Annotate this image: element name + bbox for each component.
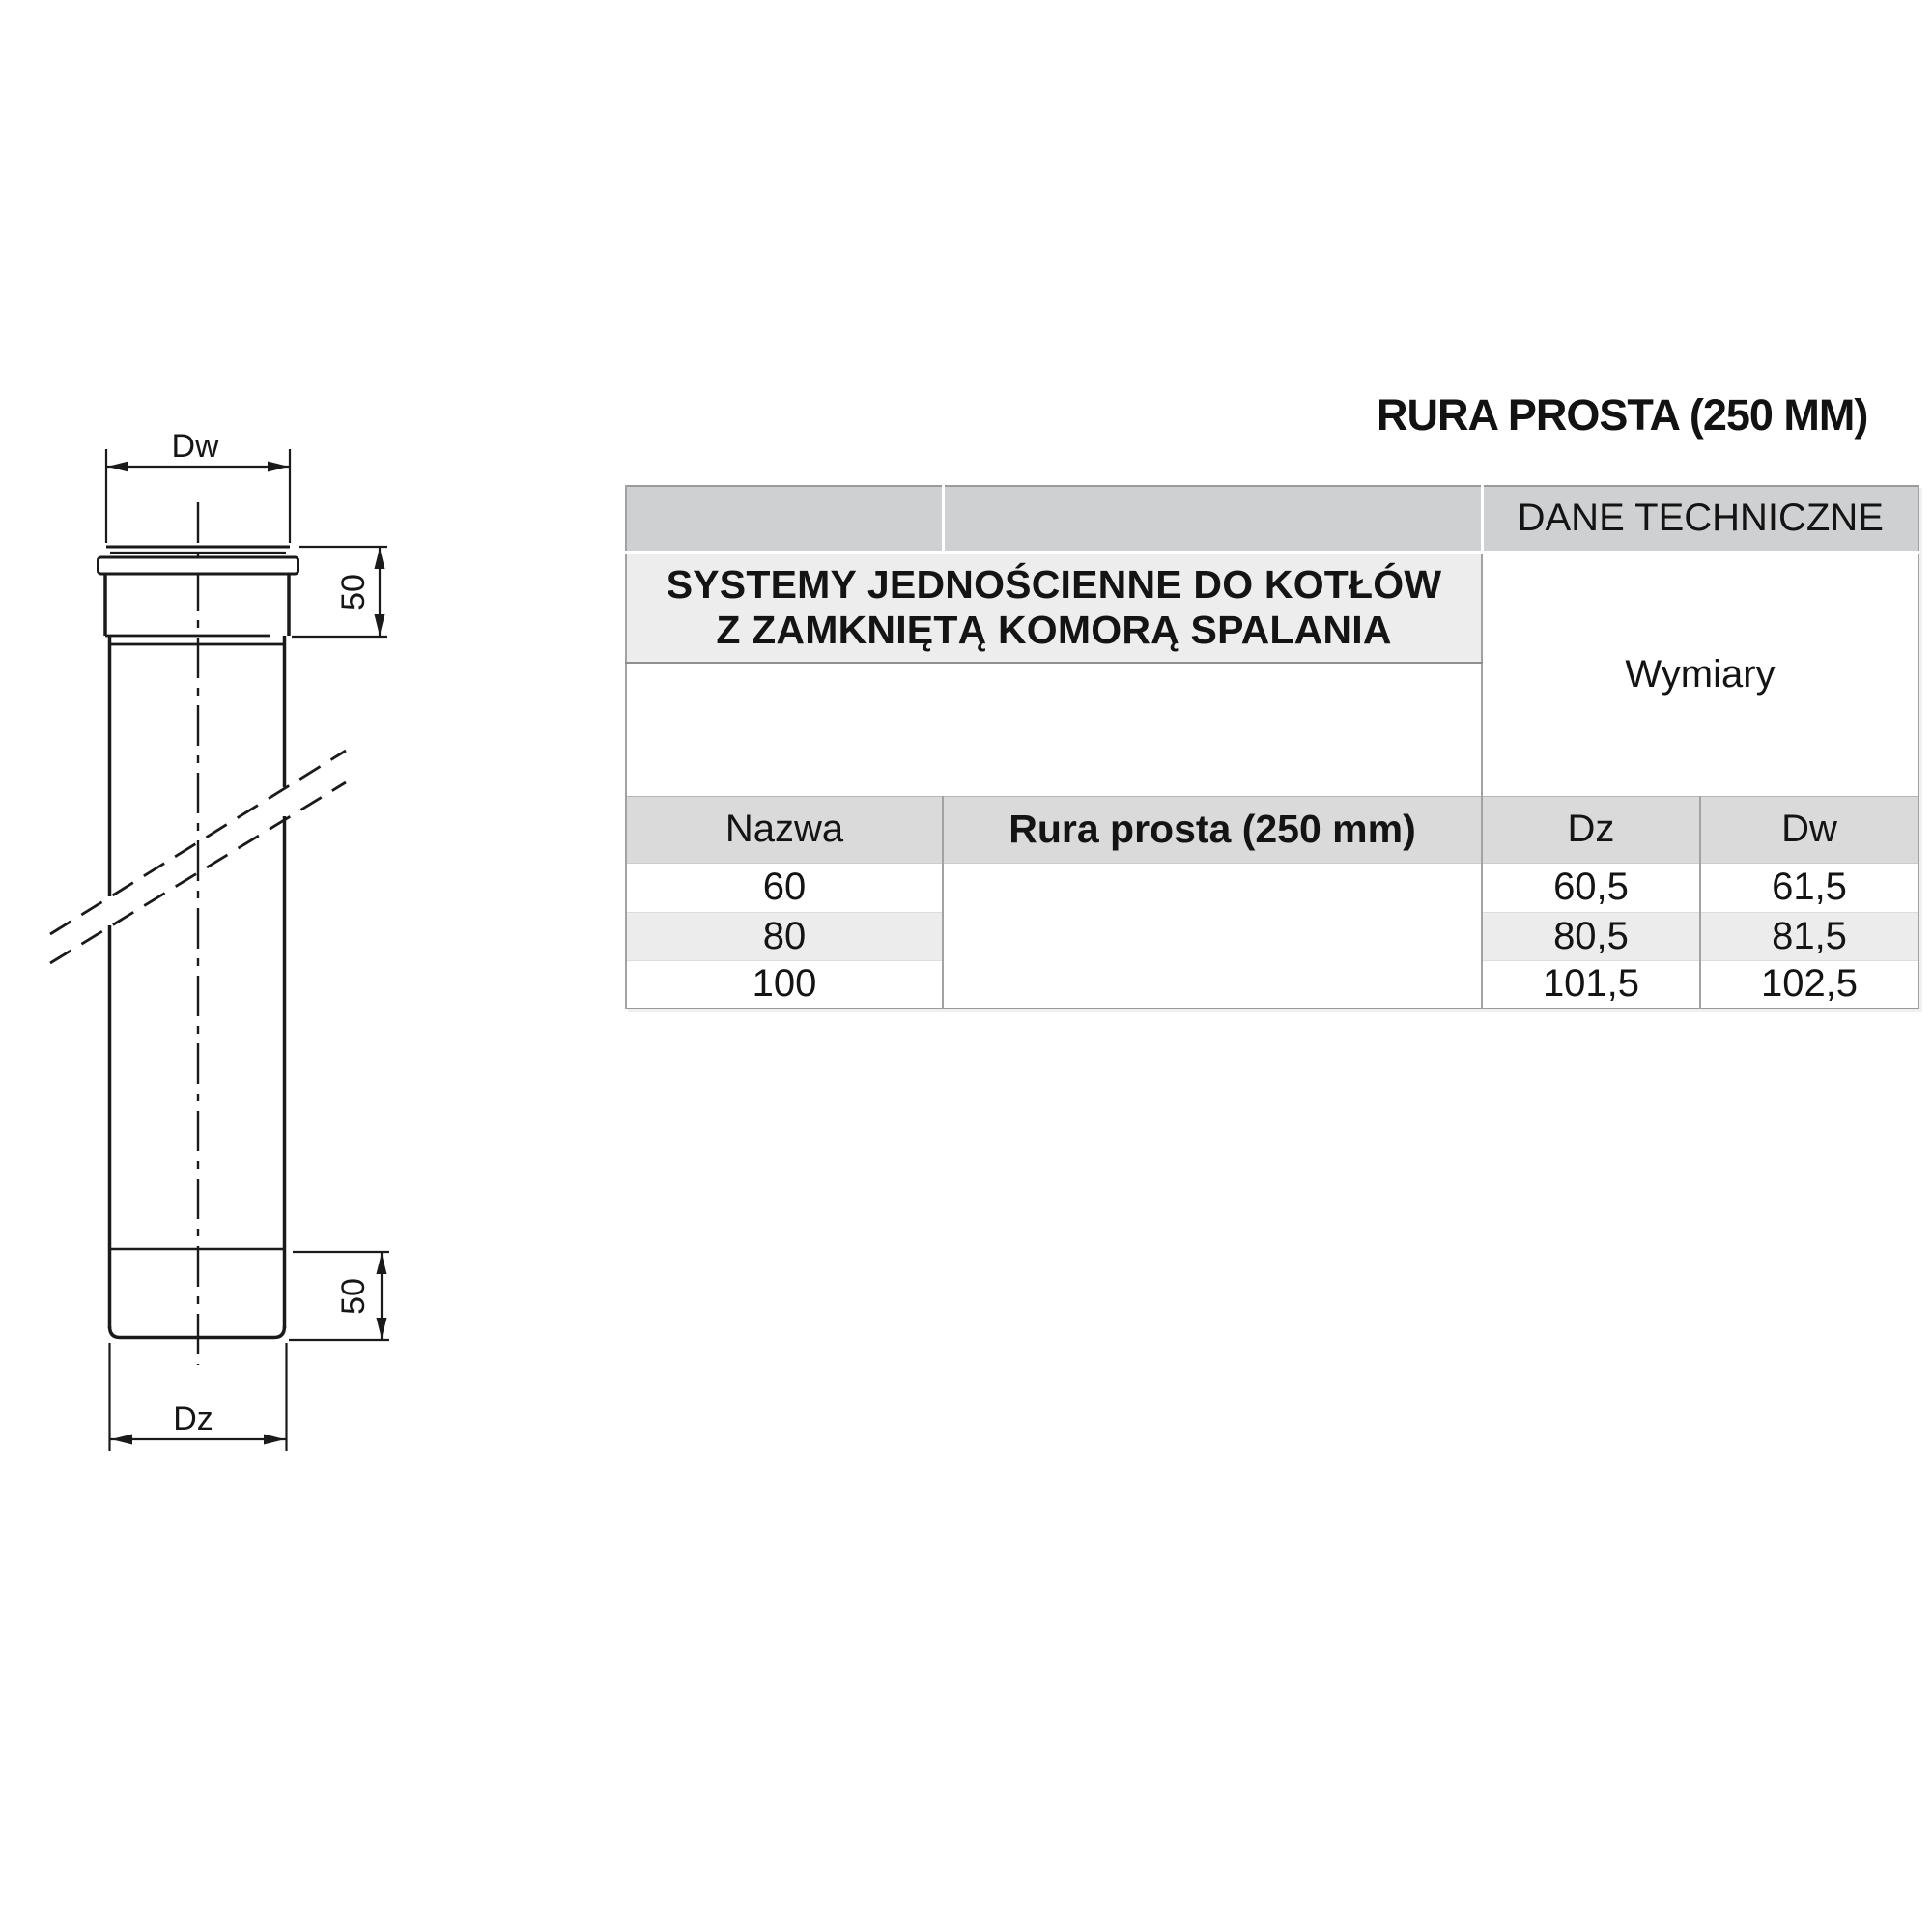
column-header-dw: Dw <box>1700 796 1918 863</box>
pipe-technical-drawing <box>29 382 435 1492</box>
column-header-nazwa: Nazwa <box>626 796 943 863</box>
dz-arrow-left <box>111 1435 132 1445</box>
base50-arrow-bottom <box>377 1318 387 1339</box>
dz-arrow-right <box>264 1435 285 1445</box>
dz-dimension-label: Dz <box>173 1401 213 1437</box>
cell-dane-techniczne: DANE TECHNICZNE <box>1482 486 1918 552</box>
dw-arrow-right <box>268 462 289 472</box>
cell-nazwa-80: 80 <box>626 912 943 960</box>
base-depth-label: 50 <box>335 1278 372 1315</box>
cell-dw-80: 81,5 <box>1700 912 1918 960</box>
cell-empty-spacer <box>626 663 1482 796</box>
systems-header-line2: Z ZAMKNIĘTĄ KOMORĄ SPALANIA <box>716 607 1392 652</box>
cell-dz-100: 101,5 <box>1482 960 1700 1009</box>
cell-dz-60: 60,5 <box>1482 863 1700 912</box>
cell-systems-header <box>626 552 1482 663</box>
column-header-dz: Dz <box>1482 796 1700 863</box>
cell-nazwa-60: 60 <box>626 863 943 912</box>
technical-data-table <box>625 485 1919 1009</box>
cell-product-empty <box>943 863 1482 1009</box>
column-header-product: Rura prosta (250 mm) <box>943 796 1482 863</box>
cell-header-blank-1 <box>626 486 943 552</box>
cell-header-blank-2 <box>943 486 1482 552</box>
cell-dz-80: 80,5 <box>1482 912 1700 960</box>
socket50-arrow-top <box>375 548 385 569</box>
socket-flange <box>99 557 298 574</box>
dw-dimension-label: Dw <box>171 428 219 465</box>
cell-dw-100: 102,5 <box>1700 960 1918 1009</box>
socket-depth-label: 50 <box>335 574 372 611</box>
cell-wymiary: Wymiary <box>1482 552 1918 796</box>
systems-header-line1: SYSTEMY JEDNOŚCIENNE DO KOTŁÓW <box>666 561 1442 607</box>
cell-nazwa-100: 100 <box>626 960 943 1009</box>
dw-arrow-left <box>107 462 128 472</box>
socket50-arrow-bottom <box>375 614 385 636</box>
page-title: RURA PROSTA (250 MM) <box>1377 390 1868 440</box>
cell-dw-60: 61,5 <box>1700 863 1918 912</box>
table-row-60 <box>626 863 1918 912</box>
base50-arrow-top <box>377 1253 387 1274</box>
